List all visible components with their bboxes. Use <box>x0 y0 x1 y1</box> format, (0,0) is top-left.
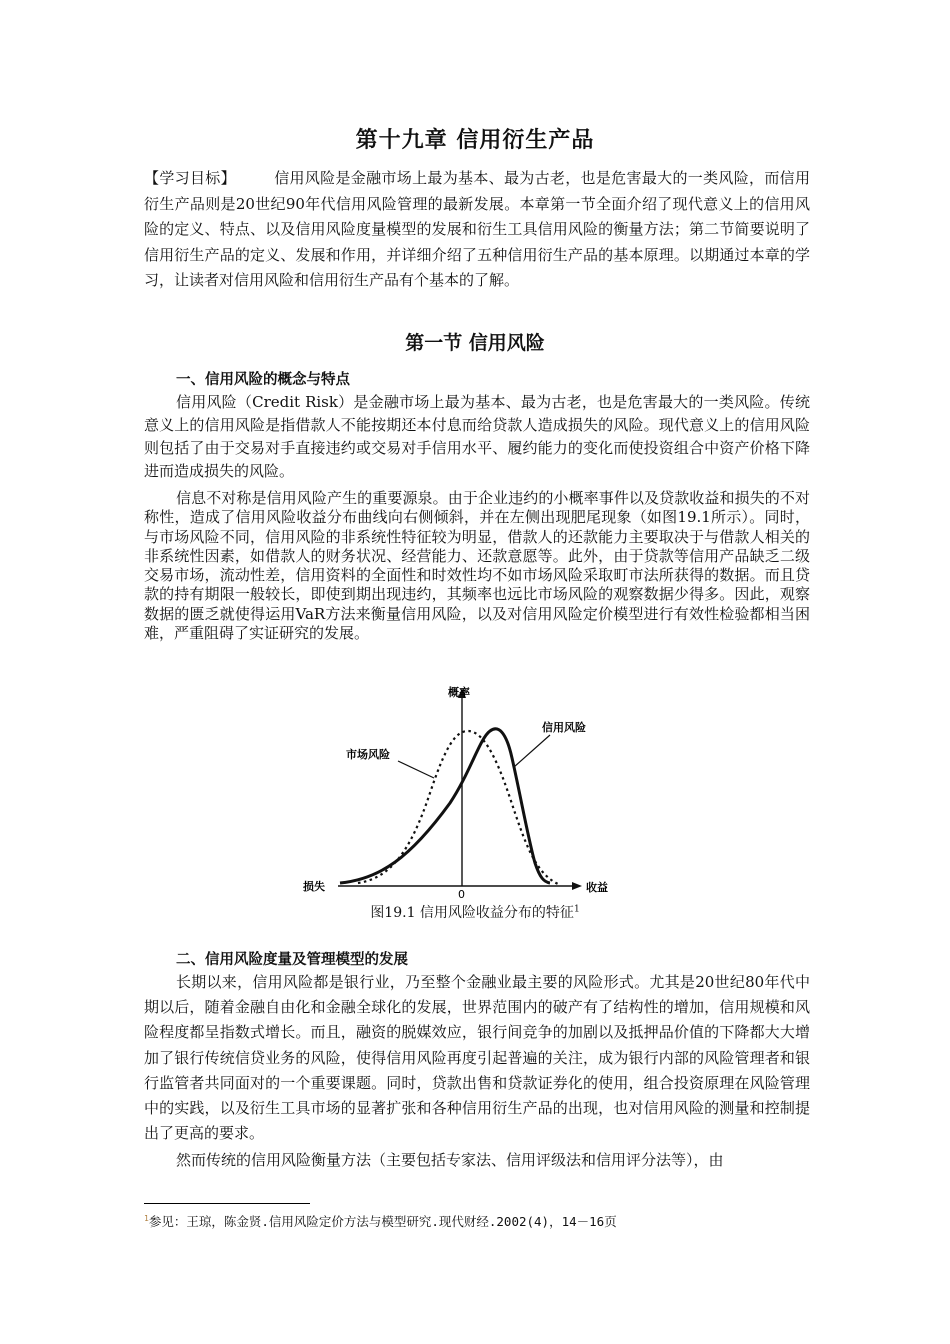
paragraph-2-text: 信息不对称是信用风险产生的重要源泉。由于企业违约的小概率事件以及贷款收益和损失的不对称性，造成了信用风险收益分布曲线向右侧倾斜，并在左侧出现肥尾现象（如图19.1所示）。同时，与市场风险不同，信用风险的非系统性特征较为明显，借款人的还款能力主要取决于与借款人相关的非系统性因素，如借款人的财务状况、经营能力、还款意愿等。此外，由于贷款等信用产品缺乏二级交易市场，流动性差，信用资料的全面性和时效性均不如市场风险采取町市法所获得的数据。而且贷款的持有期限一般较长，即使到期出现违约，其频率也远比市场风险的观察数据少得多。因此，观察数据的匮乏就使得运用VaR方法来衡量信用风险，以及对信用风险定价模型进行有效性检验都相当困难，严重阻碍了实证研究的发展。 <box>144 489 810 643</box>
origin-label: 0 <box>458 888 465 898</box>
figure-caption-text: 图19.1 信用风险收益分布的特征 <box>370 905 574 921</box>
footnote-mark: 1 <box>144 1213 149 1223</box>
figure-19-1 <box>300 683 620 898</box>
credit-risk-leader <box>514 735 550 767</box>
figure-caption <box>0 902 950 922</box>
objective-text: 信用风险是金融市场上最为基本、最为古老，也是危害最大的一类风险，而信用衍生产品则是20世纪90年代信用风险管理的最新发展。本章第一节全面介绍了现代意义上的信用风险的定义、特点、以及信用风险度量模型的发展和衍生工具信用风险的衡量方法；第二节简要说明了信用衍生产品的定义、发展和作用，并详细介绍了五种信用衍生产品的基本原理。以期通过本章的学习，让读者对信用风险和信用衍生产品有个基本的了解。 <box>144 169 810 290</box>
paragraph-3 <box>144 970 810 1146</box>
credit-risk-label: 信用风险 <box>542 721 586 734</box>
market-risk-label: 市场风险 <box>346 748 390 761</box>
x-axis-right-label: 收益 <box>586 881 608 894</box>
footnote <box>144 1212 617 1230</box>
distribution-chart <box>300 683 620 898</box>
paragraph-2 <box>144 489 810 643</box>
paragraph-1 <box>144 391 810 483</box>
paragraph-4 <box>144 1148 810 1173</box>
y-axis-label: 概率 <box>448 686 470 699</box>
paragraph-1-text: 信用风险（Credit Risk）是金融市场上最为基本、最为古老，也是危害最大的一类风险。传统意义上的信用风险是指借款人不能按期还本付息而给贷款人造成损失的风险。现代意义上的信用风险则包括了由于交易对手直接违约或交易对手信用水平、履约能力的变化而使投资组合中资产价格下降进而造成损失的风险。 <box>144 393 810 480</box>
footnote-text: 参见：王琼，陈金贤.信用风险定价方法与模型研究.现代财经.2002(4)，14－16页 <box>148 1214 617 1229</box>
heading-credit-risk-concept: 一、信用风险的概念与特点 <box>176 372 350 388</box>
chapter-title: 第十九章 信用衍生产品 <box>355 127 595 153</box>
x-axis-left-label: 损失 <box>303 880 325 893</box>
figure-caption-footnote-mark: 1 <box>573 904 580 915</box>
heading-measurement-models: 二、信用风险度量及管理模型的发展 <box>176 952 408 968</box>
x-axis-arrow <box>572 882 582 890</box>
objective-tag: 【学习目标】 <box>144 169 236 187</box>
learning-objective <box>144 166 810 294</box>
footnote-divider <box>144 1203 310 1204</box>
market-risk-leader <box>398 761 434 778</box>
section-title: 第一节 信用风险 <box>405 332 545 354</box>
paragraph-3-text: 长期以来，信用风险都是银行业，乃至整个金融业最主要的风险形式。尤其是20世纪80年代中期以后，随着金融自由化和金融全球化的发展，世界范围内的破产有了结构性的增加，信用规模和风险程度都呈指数式增长。而且，融资的脱媒效应，银行间竞争的加剧以及抵押品价值的下降都大大增加了银行传统信贷业务的风险，使得信用风险再度引起普遍的关注，成为银行内部的风险管理者和银行监管者共同面对的一个重要课题。同时，贷款出售和贷款证券化的使用，组合投资原理在风险管理中的实践，以及衍生工具市场的显著扩张和各种信用衍生产品的出现，也对信用风险的测量和控制提出了更高的要求。 <box>144 973 810 1143</box>
paragraph-4-text: 然而传统的信用风险衡量方法（主要包括专家法、信用评级法和信用评分法等），由 <box>176 1151 724 1169</box>
